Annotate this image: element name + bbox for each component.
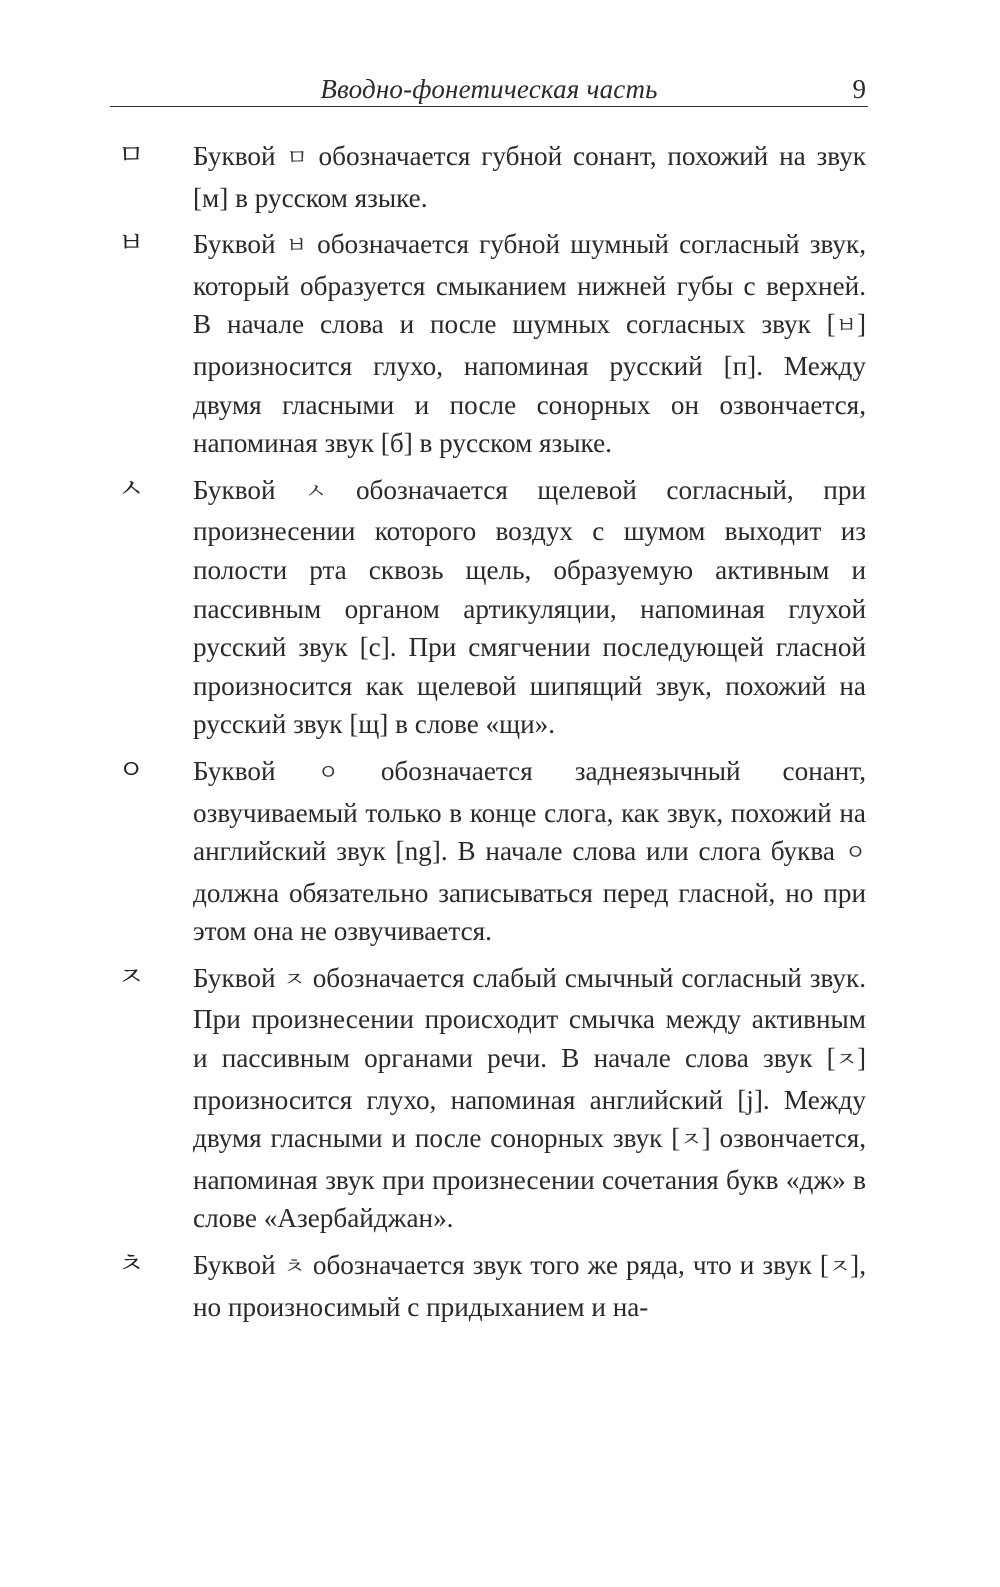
entry-text-part: Буквой [193, 474, 306, 505]
entry-text [193, 137, 866, 217]
letter-entry-mieum [0, 137, 1000, 217]
entry-text-part: ], но произносимый с придыханием и на- [193, 1250, 866, 1322]
running-header [110, 70, 868, 107]
letter-marker: ㅊ [118, 1249, 145, 1281]
inline-letter: ㅈ [283, 967, 305, 993]
entry-text-part: обозначается губной сонант, похожий на звук [м] в русском языке. [193, 141, 866, 213]
letter-entry-chieut [0, 1246, 1000, 1326]
entry-text-part: обозначается губной шумный согласный звук, который образуется смыканием нижней губы с верхней. В начале слова и после шумных согласных звук [ [193, 229, 866, 340]
entry-text-part: Буквой [193, 141, 287, 171]
inline-letter: ㅈ [828, 1255, 851, 1281]
inline-letter: ㅂ [285, 234, 307, 260]
running-title: Вводно-фонетическая часть [320, 74, 658, 104]
letter-marker: ㅁ [118, 140, 145, 171]
inline-letter: ㅁ [286, 146, 308, 171]
letter-entries [0, 137, 1000, 1334]
inline-letter: ㅈ [835, 1048, 857, 1074]
entry-text-part: Буквой [193, 755, 318, 786]
letter-marker: ㅂ [118, 228, 145, 260]
inline-letter: ㅊ [283, 1255, 305, 1281]
entry-text-part: ] произносится глухо, напоминая русский [п]. Между двумя гласными и после сонорных он озвончается, напоминая звук [б] в русском языке. [193, 309, 866, 459]
entry-text-part: обозначается заднеязычный сонант, озвучиваемый только в конце слога, как звук, похожий на английский звук [ng]. В начале слова или слога буква [193, 755, 866, 867]
letter-entry-ieung [0, 752, 1000, 951]
entry-text-part: ] произносится глухо, напоминая английский [j]. Между двумя гласными и после сонорных звук [ [193, 1043, 866, 1154]
inline-letter: ㅈ [680, 1128, 702, 1154]
entry-text [193, 959, 866, 1238]
letter-marker: ㅇ [118, 754, 145, 786]
entry-text-part: Буквой [193, 229, 286, 260]
entry-text [193, 752, 866, 951]
entry-text-part: обозначается слабый смычный согласный звук. При произнесении происходит смычка между активным и пассивным органами речи. В начале слова звук [ [193, 962, 867, 1074]
inline-letter: ㅇ [317, 760, 339, 786]
letter-marker: ㅈ [118, 961, 145, 993]
entry-text-part: обозначается щелевой согласный, при произнесении которого воздух с шумом выходит из полости рта сквозь щель, образуемую активным и пассивным органом артикуляции, напоминая глухой русский звук [с]. При смягчении последующей гласной произносится как щелевой шипящий звук, похожий на русский звук [щ] в слове «щи». [193, 474, 866, 740]
inline-letter: ㅇ [844, 841, 866, 867]
entry-text [193, 225, 866, 463]
entry-text [193, 471, 866, 744]
entry-text-part: обозначается звук того же ряда, что и звук [ [304, 1250, 829, 1281]
page-number: 9 [852, 74, 866, 104]
entry-text [193, 1246, 866, 1326]
entry-text-part: должна обязательно записываться перед гласной, но при этом она не озвучивается. [193, 877, 866, 947]
letter-marker: ㅅ [118, 473, 145, 505]
entry-text-part: ] озвончается, напоминая звук при произнесении сочетания букв «дж» в слове «Азербайджан». [193, 1123, 866, 1234]
letter-entry-siot [0, 471, 1000, 744]
inline-letter: ㅅ [305, 479, 327, 505]
inline-letter: ㅂ [835, 314, 857, 340]
letter-entry-bieup [0, 225, 1000, 463]
letter-entry-jieut [0, 959, 1000, 1238]
entry-text-part: Буквой [193, 1250, 284, 1281]
entry-text-part: Буквой [193, 962, 284, 993]
